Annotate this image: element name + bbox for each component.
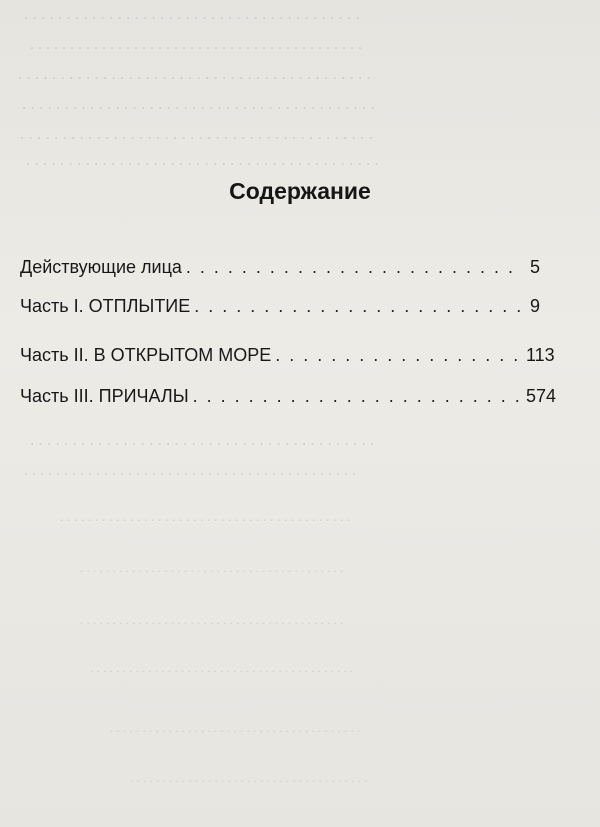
show-through-background: . . . . . . . . . . . . . . . . . . . . . . . . . . . . . . . . . . . . . . . . . . . . . . . . . . . . . . . . . . . . . . . . . . . . . . . . . . . . . . . . . . . . . . . . . . . . . . . . . . . . . . . . . . . . . . . . . . . . . . . . . . . . . . . . . . . . . . . . . . . . . . . . . . . . . . . . . . . . . . . . . . . . . . . . . . . . . . . . . . . . . . . . . . . . . . . . . . . . . . . . . . . . . . . . . . . . . . . . . . . . . . . . . . . . . . . . . . . . . . . . . . . . . . . . . . . . . . . . . . . . . . . . . . . . . . . . . . . . . . . . . . . . . . . . . . . . . . . . . . . . . . . . . . . . . . . . . . . . . . . . . . . . . . . . . . . . . . . . . . . . . . . . . . . . . . . . . . . . . . . . . . . . . . . . . . . . . . . . . . . . . . . . . . . . . . . . . . . . . . . . . . . . . . . . . . . . . . . . . . . . . . . . . . . . . . . . . . . . . . . . . . . . . . . . . . . . . . . . . . . . . . . . . . . . . . . . . . . . . . . . . . . . . . . . . . . . . . . . . . . . . . . . . . . . . . . . . . . . . . . . . . . . . . . . . . . . . . . . . . . . . . . . . . . . . . . . . . . . . . . . . . . . . . . . . . . . . . — [18, 4, 379, 785]
toc-entry-label: Часть I. ОТПЛЫТИЕ — [20, 296, 191, 316]
toc-entry-label: Часть II. В ОТКРЫТОМ МОРЕ — [20, 345, 272, 365]
toc-leader-dots — [275, 345, 522, 366]
toc-entry-page: 9 — [529, 296, 540, 316]
toc-entry[interactable] — [20, 386, 557, 412]
toc-leader-dots — [193, 386, 522, 407]
toc-entry[interactable] — [20, 345, 555, 371]
toc-leader-dots — [186, 257, 522, 278]
page-title: Содержание — [229, 178, 371, 204]
toc-entry-label: Часть III. ПРИЧАЛЫ — [20, 386, 189, 406]
toc-entry-page: 574 — [526, 386, 557, 406]
toc-entry[interactable] — [20, 296, 540, 322]
toc-entry-page: 113 — [526, 345, 555, 365]
toc-entry[interactable] — [20, 257, 540, 283]
toc-entry-page: 5 — [529, 257, 540, 277]
toc-leader-dots — [194, 296, 522, 317]
toc-entry-label: Действующие лица — [20, 257, 182, 277]
